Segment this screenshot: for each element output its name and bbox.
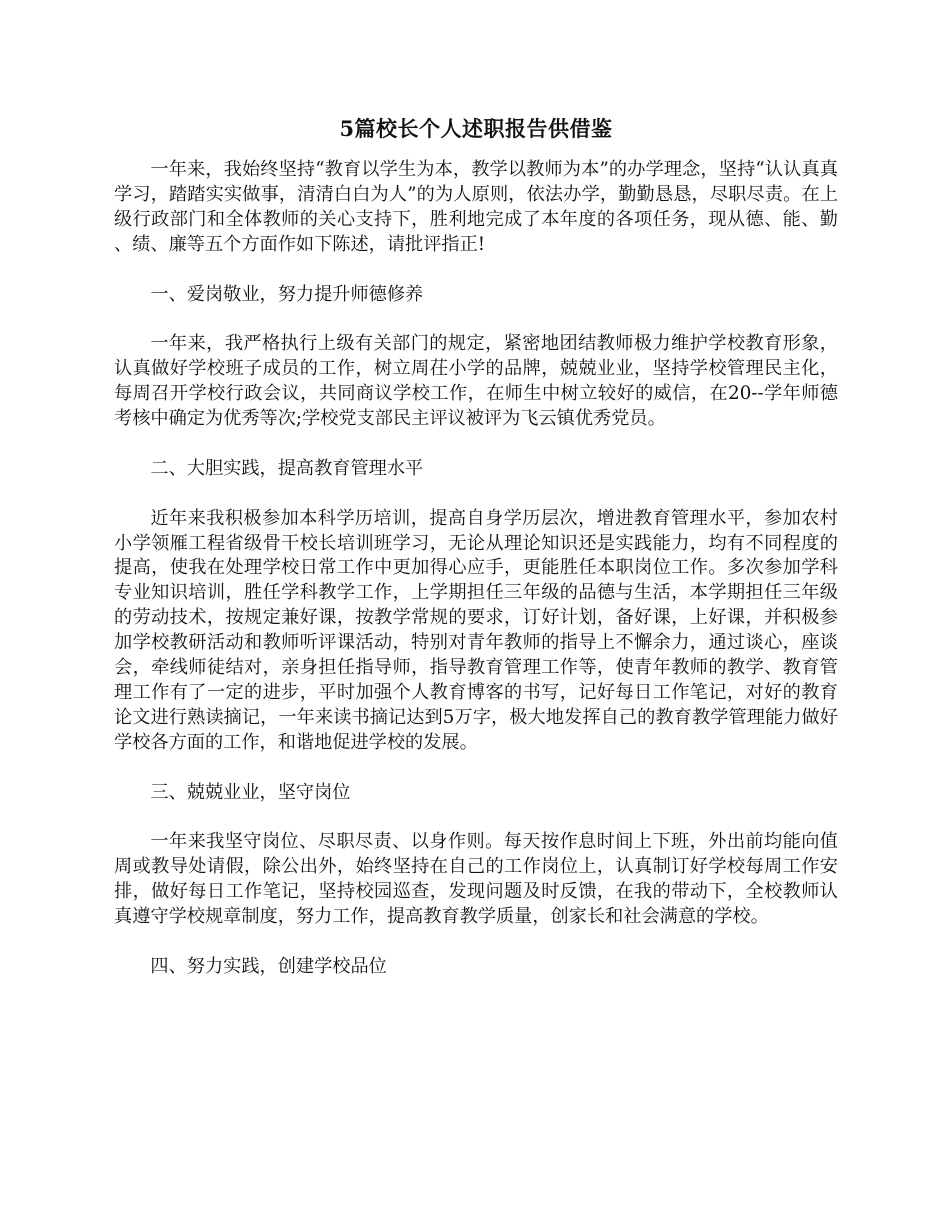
section-3-paragraph: 一年来我坚守岗位、尽职尽责、以身作则。每天按作息时间上下班，外出前均能向值周或教导处请假，除公出外，始终坚持在自己的工作岗位上，认真制订好学校每周工作安排，做好每日工作笔记，坚持校园巡查，发现问题及时反馈，在我的带动下，全校教师认真遵守学校规章制度，努力工作，提高教育教学质量，创家长和社会满意的学校。 <box>114 831 838 928</box>
document-title: 5篇校长个人述职报告供借鉴 <box>339 116 613 141</box>
intro-paragraph: 一年来，我始终坚持“教育以学生为本，教学以教师为本”的办学理念，坚持“认认真真学习，踏踏实实做事，清清白白为人”的为人原则，依法办学，勤勤恳恳，尽职尽责。在上级行政部门和全体教师的关心支持下，胜利地完成了本年度的各项任务，现从德、能、勤、绩、廉等五个方面作如下陈述，请批评指正! <box>114 159 838 255</box>
section-heading-3: 三、兢兢业业，坚守岗位 <box>150 781 351 803</box>
section-heading-1: 一、爱岗敬业，努力提升师德修养 <box>150 283 424 305</box>
section-1-paragraph: 一年来，我严格执行上级有关部门的规定，紧密地团结教师极力维护学校教育形象，认真做好学校班子成员的工作，树立周茌小学的品牌，兢兢业业，坚持学校管理民主化，每周召开学校行政会议，共同商议学校工作，在师生中树立较好的威信，在20--学年师德考核中确定为优秀等次;学校党支部民主评议被评为飞云镇优秀党员。 <box>114 333 838 430</box>
section-2-paragraph: 近年来我积极参加本科学历培训，提高自身学历层次，增进教育管理水平，参加农村小学领雁工程省级骨干校长培训班学习，无论从理论知识还是实践能力，均有不同程度的提高，使我在处理学校日常工作中更加得心应手，更能胜任本职岗位工作。多次参加学科专业知识培训，胜任学科教学工作，上学期担任三年级的品德与生活，本学期担任三年级的劳动技术，按规定兼好课，按教学常规的要求，订好计划，备好课，上好课，并积极参加学校教研活动和教师听评课活动，特别对青年教师的指导上不懈余力，通过谈心，座谈会，牵线师徒结对，亲身担任指导师，指导教育管理工作等，使青年教师的教学、教育管理工作有了一定的进步，平时加强个人教育博客的书写，记好每日工作笔记，对好的教育论文进行熟读摘记，一年来读书摘记达到5万字，极大地发挥自己的教育教学管理能力做好学校各方面的工作，和谐地促进学校的发展。 <box>114 507 838 753</box>
document-body <box>114 158 838 980</box>
section-heading-4: 四、努力实践，创建学校品位 <box>150 955 387 977</box>
section-heading-2: 二、大胆实践，提高教育管理水平 <box>150 457 424 479</box>
